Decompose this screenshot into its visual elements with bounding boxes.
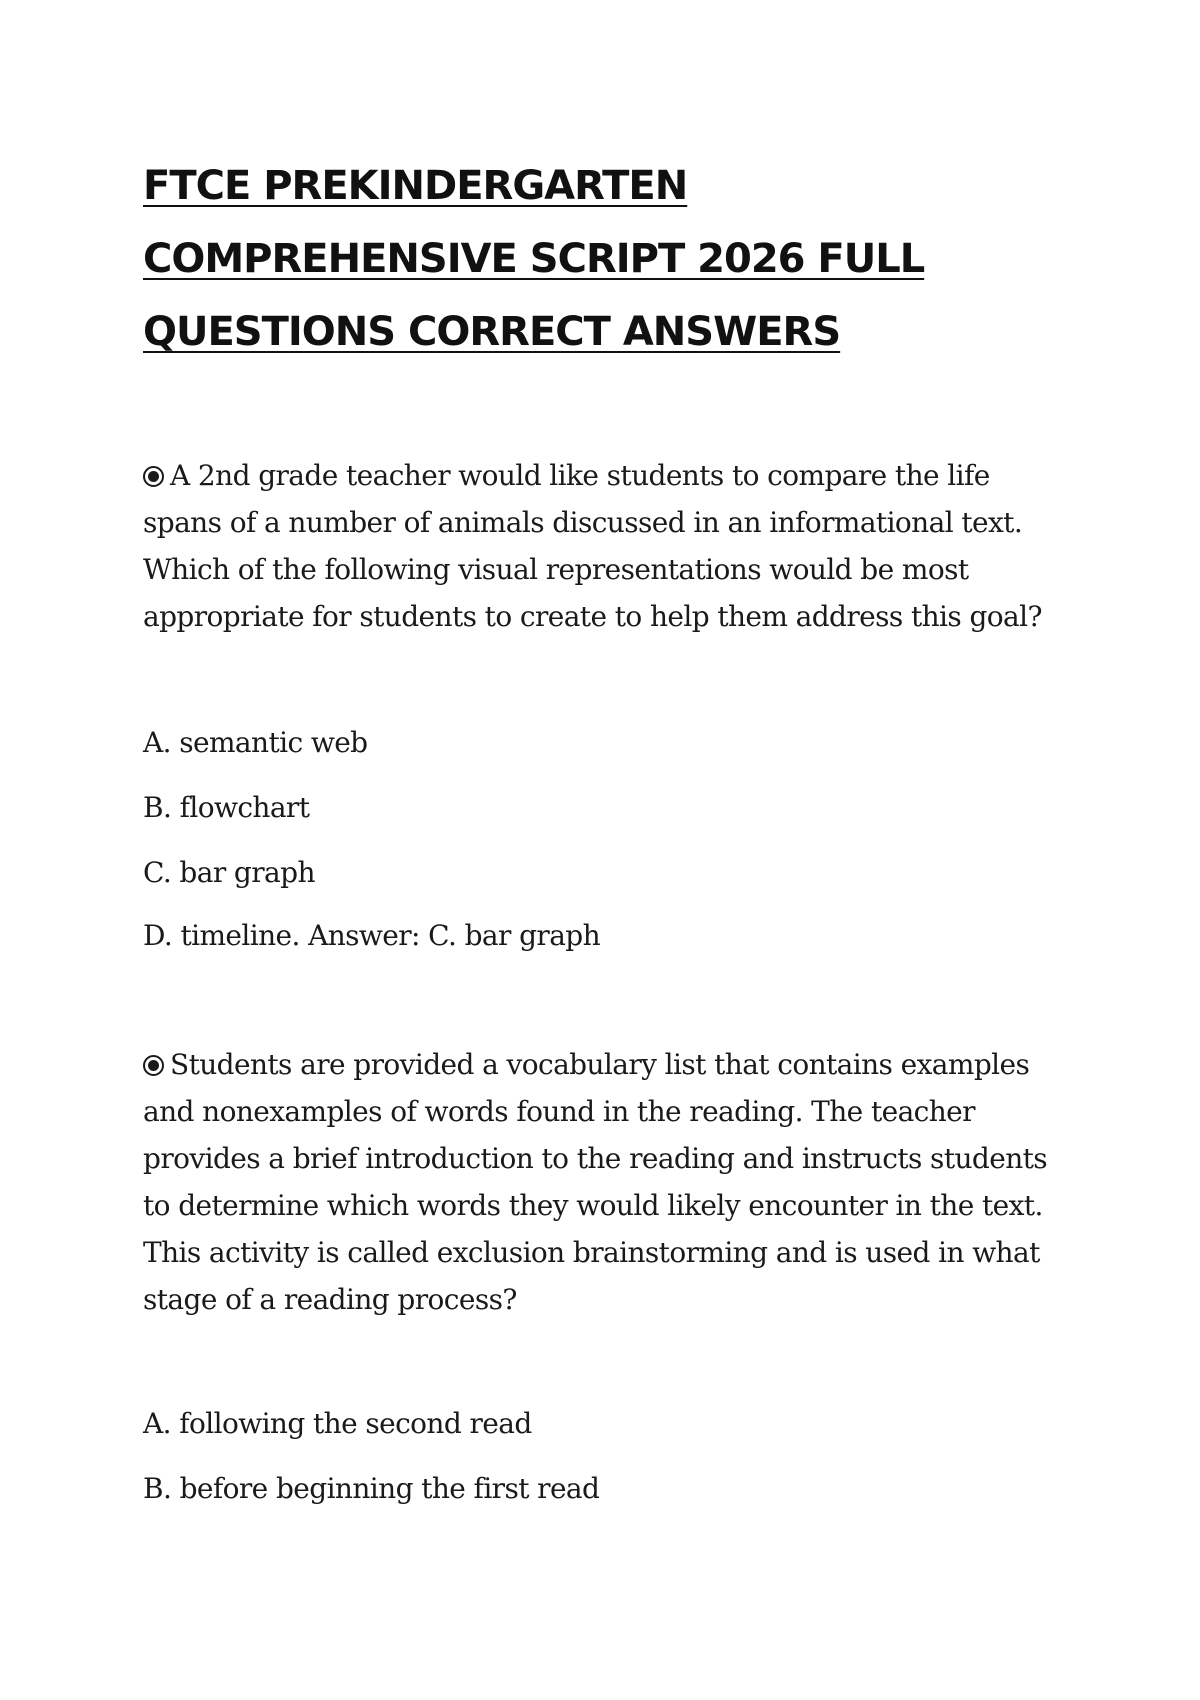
question-1-option-a: A. semantic web xyxy=(143,726,368,759)
document-title xyxy=(143,150,1073,369)
question-1-text: A 2nd grade teacher would like students to compare the life spans of a number of animals discussed in an informational text. Which of the following visual representations would be most appropriate for students to create to help them address this goal? xyxy=(143,459,1042,633)
question-2-text: Students are provided a vocabulary list that contains examples and nonexamples of words found in the reading. The teacher provides a brief introduction to the reading and instructs students to determine which words they would likely encounter in the text. This activity is called exclusion brainstorming and is used in what stage of a reading process? xyxy=(143,1048,1048,1316)
document-title-text: FTCE PREKINDERGARTEN COMPREHENSIVE SCRIPT 2026 FULL QUESTIONS CORRECT ANSWERS xyxy=(143,163,925,355)
question-2 xyxy=(143,1041,1073,1323)
radio-bullet-icon xyxy=(143,1055,164,1076)
question-1-option-b: B. flowchart xyxy=(143,791,310,824)
question-2-option-a: A. following the second read xyxy=(143,1407,532,1440)
question-1 xyxy=(143,452,1073,640)
question-1-option-c: C. bar graph xyxy=(143,856,315,889)
question-1-option-d: D. timeline. Answer: C. bar graph xyxy=(143,919,601,952)
question-2-option-b: B. before beginning the first read xyxy=(143,1472,600,1505)
radio-bullet-icon xyxy=(143,466,164,487)
